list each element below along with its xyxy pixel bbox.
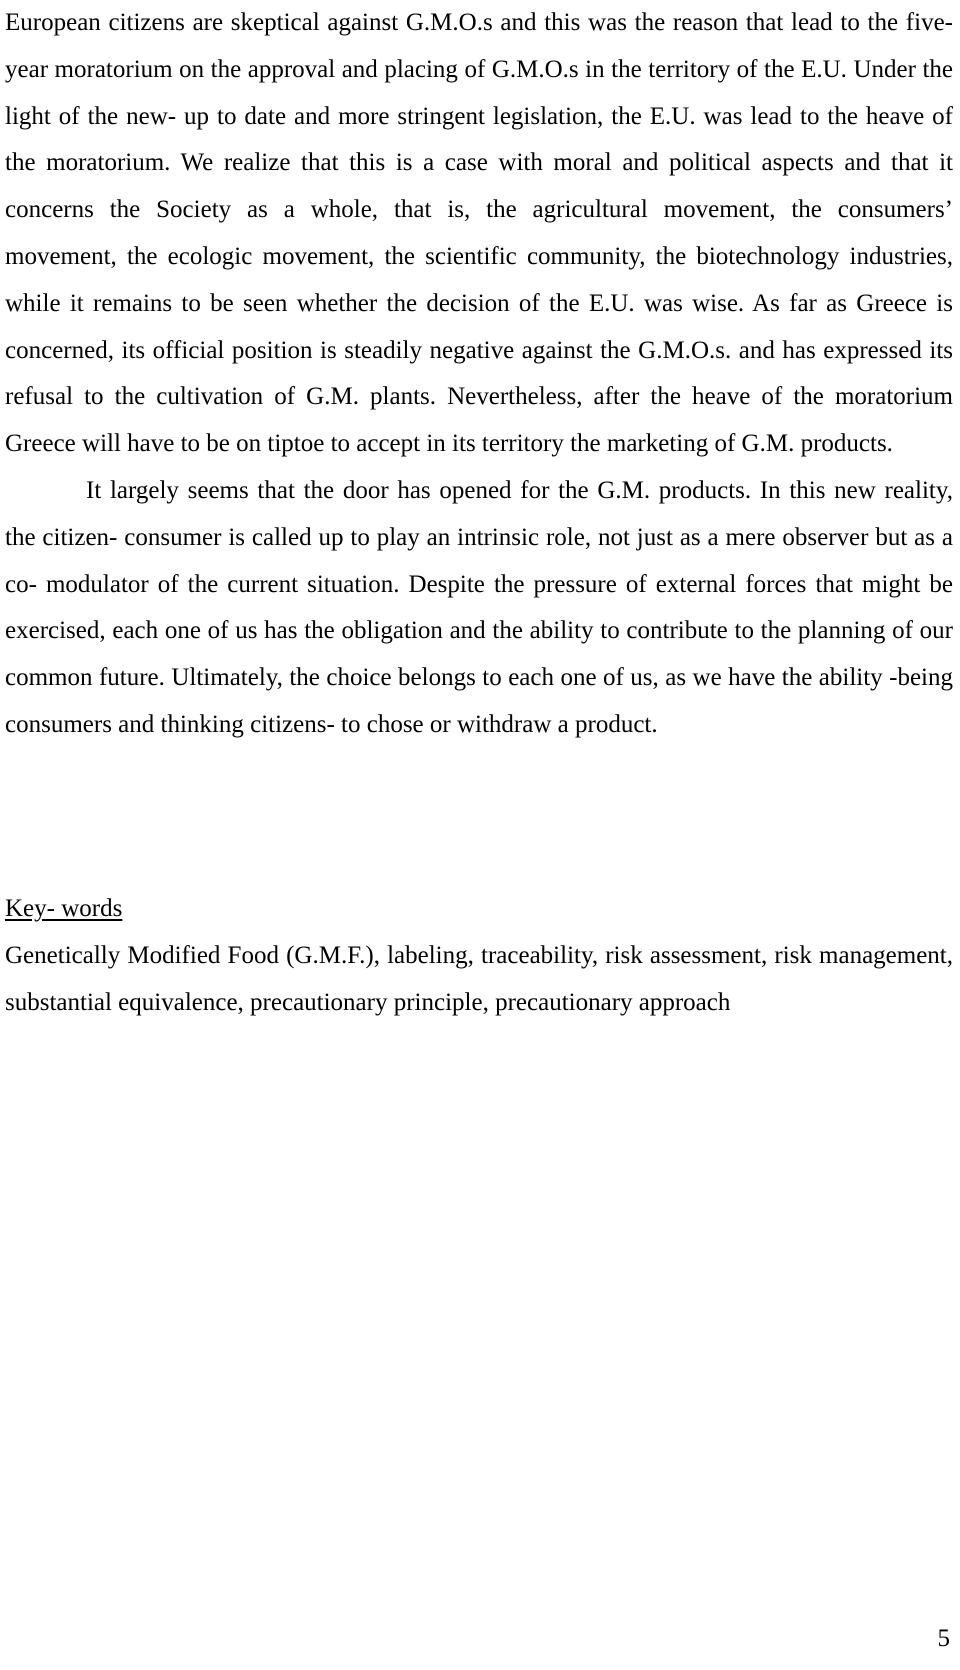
keywords-list: Genetically Modified Food (G.M.F.), labeling, traceability, risk assessment, risk management, substantial equivalence, precautionary principle, precautionary approach <box>5 941 953 1016</box>
paragraph-consumer-role: It largely seems that the door has opened for the G.M. products. In this new reality, the citizen- consumer is called up to play an intrinsic role, not just as a mere observer but as a co- modulator of the current situation. Despite the pressure of external forces that might be exercised, each one of us has the obligation and the ability to contribute to the planning of our common future. Ultimately, the choice belongs to each one of us, as we have the ability -being consumers and thinking citizens- to chose or withdraw a product. <box>5 476 953 738</box>
keywords-section <box>5 886 953 1026</box>
body-text <box>5 0 953 749</box>
keywords-heading: Key- words <box>5 895 123 922</box>
paragraph-moratorium: European citizens are skeptical against G.M.O.s and this was the reason that lead to the five-year moratorium on the approval and placing of G.M.O.s in the territory of the E.U. Under the light of the new- up to date and more stringent legislation, the E.U. was lead to the heave of the moratorium. We realize that this is a case with moral and political aspects and that it concerns the Society as a whole, that is, the agricultural movement, the consumers’ movement, the ecologic movement, the scientific community, the biotechnology industries, while it remains to be seen whether the decision of the E.U. was wise. As far as Greece is concerned, its official position is steadily negative against the G.M.O.s. and has expressed its refusal to the cultivation of G.M. plants. Nevertheless, after the heave of the moratorium Greece will have to be on tiptoe to accept in its territory the marketing of G.M. products. <box>5 9 953 458</box>
page-number: 5 <box>937 1625 950 1652</box>
